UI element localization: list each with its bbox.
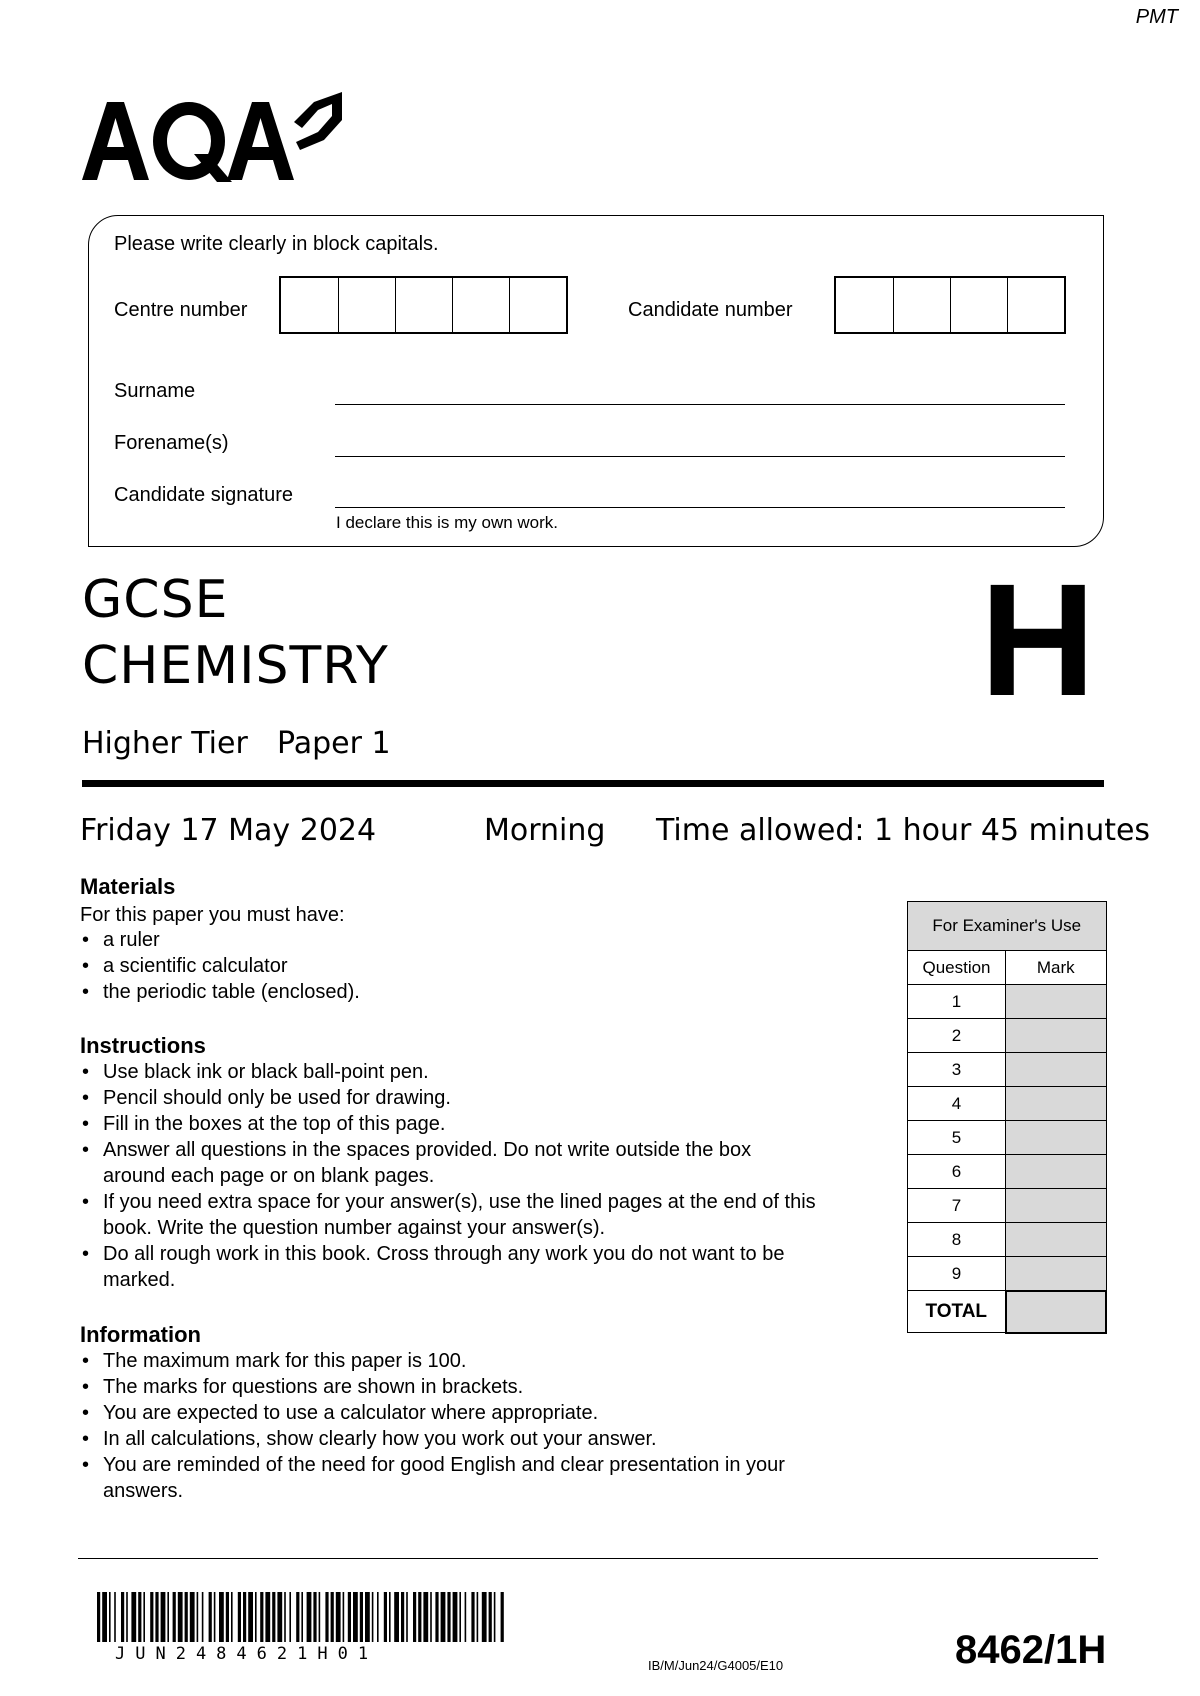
forenames-label: Forename(s) xyxy=(114,432,229,454)
question-number: 3 xyxy=(908,1053,1006,1087)
list-item: • Answer all questions in the spaces provided. Do not write outside the box around each page or on blank pages. xyxy=(80,1137,773,1189)
mark-cell xyxy=(1006,1121,1107,1155)
reference-code: IB/M/Jun24/G4005/E10 xyxy=(648,1658,784,1673)
list-item: • You are reminded of the need for good English and clear presentation in your answers. xyxy=(80,1452,813,1504)
declaration-text: I declare this is my own work. xyxy=(336,513,559,532)
surname-line[interactable] xyxy=(335,404,1065,405)
mark-column-header: Mark xyxy=(1006,951,1107,985)
candidate-number-label: Candidate number xyxy=(628,299,793,321)
information-heading: Information xyxy=(80,1322,201,1347)
centre-digit-box[interactable] xyxy=(452,278,509,332)
mark-cell xyxy=(1006,1189,1107,1223)
question-number: 8 xyxy=(908,1223,1006,1257)
corner-tag: PMT xyxy=(1135,6,1178,28)
instructions-list xyxy=(80,1059,870,1293)
materials-heading: Materials xyxy=(80,874,176,899)
candidate-digit-box[interactable] xyxy=(893,278,950,332)
mark-cell xyxy=(1006,1019,1107,1053)
mark-cell xyxy=(1006,1257,1107,1291)
materials-section xyxy=(80,874,860,1005)
total-label: TOTAL xyxy=(908,1291,1006,1333)
list-item: • The maximum mark for this paper is 100. xyxy=(80,1348,870,1374)
list-item: • You are expected to use a calculator where appropriate. xyxy=(80,1400,870,1426)
question-column-header: Question xyxy=(908,951,1006,985)
tier-letter: H xyxy=(980,550,1096,729)
mark-cell xyxy=(1006,1053,1107,1087)
tier-label: Higher Tier xyxy=(82,726,248,761)
materials-list xyxy=(80,927,860,1005)
materials-intro: For this paper you must have: xyxy=(80,904,345,926)
information-list xyxy=(80,1348,870,1504)
signature-label: Candidate signature xyxy=(114,484,294,506)
candidate-number-boxes[interactable] xyxy=(834,276,1066,334)
exam-session: Morning xyxy=(484,813,606,848)
subject-title: CHEMISTRY xyxy=(82,636,389,696)
list-item: • a scientific calculator xyxy=(80,953,860,979)
instructions-section xyxy=(80,1033,870,1293)
candidate-digit-box[interactable] xyxy=(836,278,893,332)
footer-divider xyxy=(78,1558,1098,1559)
question-number: 7 xyxy=(908,1189,1006,1223)
qualification-title: GCSE xyxy=(82,570,229,630)
centre-digit-box[interactable] xyxy=(509,278,566,332)
question-number: 5 xyxy=(908,1121,1006,1155)
information-section xyxy=(80,1322,870,1504)
list-item: • If you need extra space for your answer(s), use the lined pages at the end of this book. Write the question number against your answer(s). xyxy=(80,1189,870,1241)
list-item: • Do all rough work in this book. Cross through any work you do not want to be marked. xyxy=(80,1241,833,1293)
question-number: 2 xyxy=(908,1019,1006,1053)
centre-digit-box[interactable] xyxy=(281,278,338,332)
paper-code: 8462/1H xyxy=(955,1628,1107,1672)
list-item: • the periodic table (enclosed). xyxy=(80,979,860,1005)
barcode-text: JUN248462​1H01 xyxy=(115,1644,379,1664)
examiner-table-title: For Examiner's Use xyxy=(908,902,1107,951)
mark-cell xyxy=(1006,1223,1107,1257)
question-number: 9 xyxy=(908,1257,1006,1291)
mark-cell xyxy=(1006,1087,1107,1121)
mark-cell xyxy=(1006,985,1107,1019)
title-divider xyxy=(82,780,1104,787)
candidate-digit-box[interactable] xyxy=(1007,278,1064,332)
examiner-table xyxy=(907,901,1107,1334)
list-item: • Use black ink or black ball-point pen. xyxy=(80,1059,870,1085)
barcode xyxy=(97,1592,505,1642)
signature-line[interactable] xyxy=(335,507,1065,508)
time-allowed: Time allowed: 1 hour 45 minutes xyxy=(656,813,1151,848)
aqa-logo xyxy=(82,92,342,187)
question-number: 1 xyxy=(908,985,1006,1019)
surname-label: Surname xyxy=(114,380,196,402)
paper-label: Paper 1 xyxy=(277,726,391,761)
centre-number-boxes[interactable] xyxy=(279,276,568,334)
centre-digit-box[interactable] xyxy=(395,278,452,332)
mark-cell xyxy=(1006,1155,1107,1189)
list-item: • Fill in the boxes at the top of this page. xyxy=(80,1111,870,1137)
list-item: • In all calculations, show clearly how you work out your answer. xyxy=(80,1426,870,1452)
question-number: 6 xyxy=(908,1155,1006,1189)
exam-date: Friday 17 May 2024 xyxy=(80,813,377,848)
forenames-line[interactable] xyxy=(335,456,1065,457)
list-item: • The marks for questions are shown in brackets. xyxy=(80,1374,870,1400)
candidate-digit-box[interactable] xyxy=(950,278,1007,332)
list-item: • a ruler xyxy=(80,927,860,953)
list-item: • Pencil should only be used for drawing. xyxy=(80,1085,870,1111)
centre-digit-box[interactable] xyxy=(338,278,395,332)
question-number: 4 xyxy=(908,1087,1006,1121)
centre-number-label: Centre number xyxy=(114,299,248,321)
total-mark-cell xyxy=(1006,1291,1107,1333)
instructions-heading: Instructions xyxy=(80,1033,206,1058)
block-capitals-instruction: Please write clearly in block capitals. xyxy=(114,233,439,255)
